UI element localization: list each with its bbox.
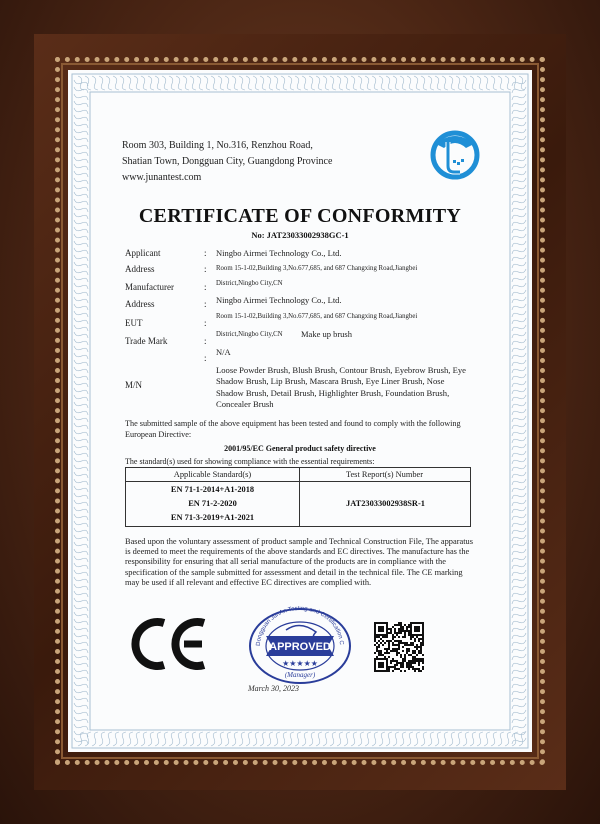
ce-mark-icon	[130, 615, 208, 673]
eut-value: Room 15-1-02,Building 3,No.677,685, and 687 Changxing Road,Jiangbei	[216, 313, 418, 320]
mn-value: Loose Powder Brush, Blush Brush, Contour Brush, Eyebrow Brush, Eye Shadow Brush, Lip Brush, Mascara Brush, Eye Liner Brush, Nose Shadow Brush, Detail Brush, Highlighter Brush, Foundation Brush, Concealer Brush	[216, 365, 466, 410]
na-value: N/A	[216, 347, 231, 357]
table-report-number: JAT23033002938SR-1	[346, 499, 425, 508]
seal-banner: APPROVED	[269, 641, 331, 653]
svg-text:★★★★★: ★★★★★	[282, 659, 318, 668]
address2-label: Address	[125, 299, 155, 309]
manufacturer-label: Manufacturer	[125, 282, 174, 292]
table-header-standards: Applicable Standard(s)	[126, 468, 300, 482]
field-colon: :	[204, 353, 207, 363]
field-colon: :	[204, 318, 207, 328]
field-colon: :	[204, 336, 207, 346]
eut-label: EUT	[125, 318, 143, 328]
field-colon: :	[204, 264, 207, 274]
standards-table	[125, 467, 471, 527]
field-colon: :	[204, 299, 207, 309]
approved-seal-icon	[246, 606, 354, 684]
address2-value: Ningbo Airmei Technology Co., Ltd.	[216, 295, 342, 305]
address-value: Room 15-1-02,Building 3,No.677,685, and 687 Changxing Road,Jiangbei	[216, 265, 418, 272]
compliance-statement: The submitted sample of the above equipment has been tested and found to comply with the following European Directive:	[125, 419, 461, 439]
qr-code-icon	[374, 622, 424, 672]
applicant-value: Ningbo Airmei Technology Co., Ltd.	[216, 248, 342, 258]
company-website: www.junantest.com	[122, 172, 202, 183]
trademark-value-a: District,Ningbo City,CN	[216, 331, 283, 338]
trademark-value-b: Make up brush	[301, 329, 352, 339]
trademark-label: Trade Mark	[125, 336, 168, 346]
seal-text: Dongguan JunAn Testing and Certification C	[255, 606, 345, 647]
mn-label: M/N	[125, 380, 143, 390]
directive-title: 2001/95/EC General product safety directive	[224, 444, 376, 453]
table-row-standard: EN 71-3-2019+A1-2021	[170, 513, 255, 522]
applicant-label: Applicant	[125, 248, 161, 258]
certificate-number: No: JAT23033002938GC-1	[251, 230, 349, 240]
table-row-standard: EN 71-1-2014+A1-2018	[170, 485, 255, 494]
certificate-paper	[68, 70, 532, 752]
table-header-reports: Test Report(s) Number	[299, 468, 470, 482]
assessment-paragraph: Based upon the voluntary assessment of product sample and Technical Construction File, The apparatus is deemed to meet the requirements of the above standards and EC directives. The manufacture has the responsibility for ensuring that all serial manufacture of the products are in compliance with the specification of the sample submitted for assessment and detail in the technical file. The CE marking may be used if all relevant and effective EC directives are complied with.	[125, 537, 473, 587]
field-colon: :	[204, 282, 207, 292]
standards-intro: The standard(s) used for showing compliance with the essential requirements:	[125, 457, 375, 466]
certificate-title: CERTIFICATE OF CONFORMITY	[138, 205, 462, 227]
signature-date: March 30, 2023	[248, 684, 300, 693]
table-row-standard: EN 71-2-2020	[188, 499, 237, 508]
company-address-line-2: Shatian Town, Dongguan City, Guangdong Province	[122, 156, 333, 167]
manufacturer-value: District,Ningbo City,CN	[216, 280, 283, 287]
signature-role: (Manager)	[284, 671, 316, 679]
field-colon: :	[204, 248, 207, 258]
company-address-line-1: Room 303, Building 1, No.316, Renzhou Road,	[122, 140, 313, 151]
company-logo-icon	[426, 126, 484, 184]
address-label: Address	[125, 264, 155, 274]
